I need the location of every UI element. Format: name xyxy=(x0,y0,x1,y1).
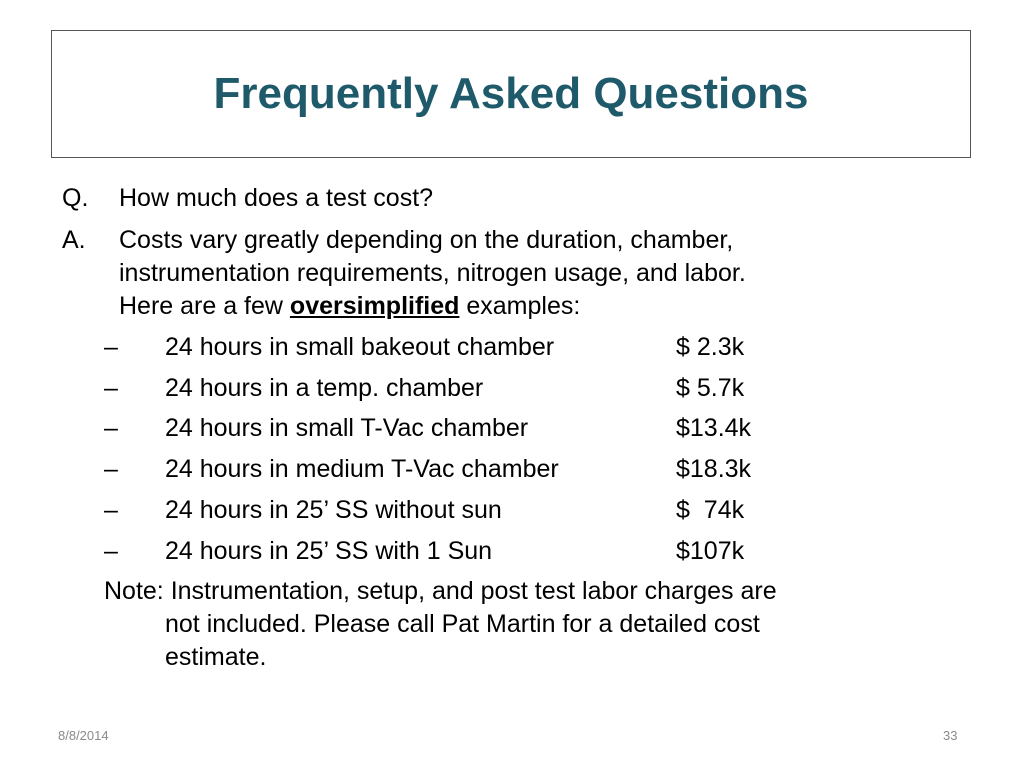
question-marker: Q. xyxy=(62,184,89,212)
cost-item-price: $ 2.3k xyxy=(676,333,745,361)
answer-line-last xyxy=(119,291,580,322)
bullet-dash: – xyxy=(104,455,118,483)
cost-item-label: 24 hours in 25’ SS without sun xyxy=(165,496,502,524)
cost-item-label: 24 hours in a temp. chamber xyxy=(165,374,484,402)
answer-marker: A. xyxy=(62,226,86,254)
bullet-dash: – xyxy=(104,537,118,565)
bullet-dash: – xyxy=(104,333,118,361)
note-line: Note: Instrumentation, setup, and post test labor charges are xyxy=(104,577,777,605)
cost-item-price: $ 5.7k xyxy=(676,374,745,402)
cost-item-label: 24 hours in small T-Vac chamber xyxy=(165,414,529,442)
cost-item-price: $13.4k xyxy=(676,414,752,442)
cost-item-label: 24 hours in 25’ SS with 1 Sun xyxy=(165,537,493,565)
question-text: How much does a test cost? xyxy=(119,184,434,212)
footer-date: 8/8/2014 xyxy=(58,728,109,743)
note-line: estimate. xyxy=(165,643,267,671)
note-line: not included. Please call Pat Martin for a detailed cost xyxy=(165,610,760,638)
cost-item-price: $107k xyxy=(676,537,745,565)
answer-line: Costs vary greatly depending on the duration, chamber, xyxy=(119,226,734,254)
bullet-dash: – xyxy=(104,374,118,402)
bullet-dash: – xyxy=(104,496,118,524)
answer-suffix: examples: xyxy=(459,292,581,320)
cost-item-label: 24 hours in small bakeout chamber xyxy=(165,333,555,361)
cost-item-price: $18.3k xyxy=(676,455,752,483)
answer-line: instrumentation requirements, nitrogen usage, and labor. xyxy=(119,259,746,287)
bullet-dash: – xyxy=(104,414,118,442)
answer-emphasis: oversimplified xyxy=(289,292,460,320)
cost-item-price: $ 74k xyxy=(676,496,745,524)
answer-prefix: Here are a few xyxy=(119,292,290,320)
footer-page-number: 33 xyxy=(943,728,958,743)
slide-title: Frequently Asked Questions xyxy=(213,69,809,118)
cost-item-label: 24 hours in medium T-Vac chamber xyxy=(165,455,559,483)
